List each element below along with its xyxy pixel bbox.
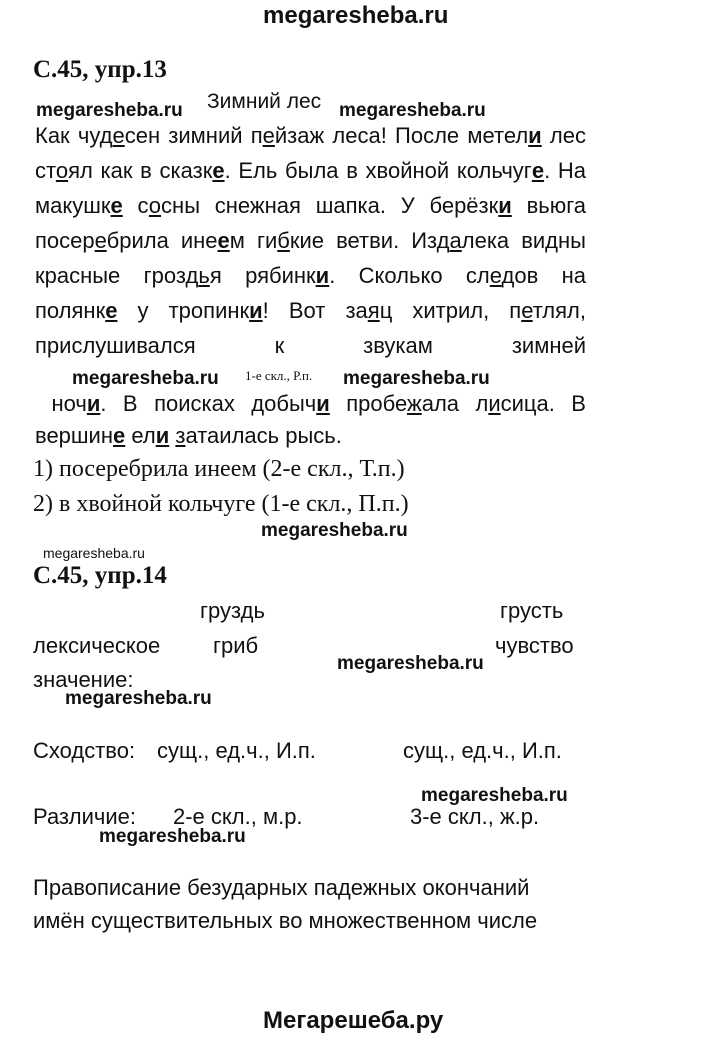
word-gruzd: груздь <box>200 598 265 623</box>
similarity-gruzd: сущ., ед.ч., И.п. <box>157 738 316 763</box>
word-grust: грусть <box>500 598 564 623</box>
exercise-13-heading: С.45, упр.13 <box>33 56 167 83</box>
exercise-14-heading: С.45, упр.14 <box>33 562 167 589</box>
watermark: megaresheba.ru <box>343 368 490 389</box>
analysis-item-2: 2) в хвойной кольчуге (1-е скл., П.п.) <box>33 491 409 517</box>
lexical-label: лексическое <box>33 633 161 658</box>
watermark: megaresheba.ru <box>421 785 568 806</box>
difference-grust: 3-е скл., ж.р. <box>410 804 540 829</box>
text-paragraph-2-end: вершине ели затаилась рысь. <box>35 423 342 448</box>
meaning-label: значение: <box>33 667 134 692</box>
watermark: megaresheba.ru <box>65 688 212 709</box>
watermark: megaresheba.ru <box>72 368 219 389</box>
similarity-grust: сущ., ед.ч., И.п. <box>403 738 562 763</box>
rule-line-1: Правописание безударных падежных окончаний <box>33 875 530 900</box>
site-header[interactable]: megaresheba.ru <box>263 2 449 29</box>
case-note: 1-е скл., Р.п. <box>245 368 313 383</box>
meaning-gruzd: гриб <box>213 633 259 658</box>
text-paragraph-2: ночи. В поисках добычи пробежала лисица. В <box>35 391 586 416</box>
difference-label: Различие: <box>33 804 136 829</box>
watermark: megaresheba.ru <box>261 520 408 541</box>
rule-line-2: имён существительных во множественном числе <box>33 908 538 933</box>
similarity-label: Сходство: <box>33 738 136 763</box>
footer-brand[interactable]: Мегарешеба.ру <box>263 1007 444 1034</box>
watermark: megaresheba.ru <box>36 100 183 121</box>
difference-gruzd: 2-е скл., м.р. <box>173 804 303 829</box>
watermark: megaresheba.ru <box>339 100 486 121</box>
text-paragraph-1: Как чудесен зимний пейзаж леса! После метели лес стоял как в сказке. Ель была в хвойной кольчуге. На макушке сосны снежная шапка. У берёзки вьюга посеребрила инеем гибкие ветви. Издалека видны красные гроздья рябинки. Сколько следов на полянке у тропинки! Вот заяц хитрил, петлял, прислушивался к звукам зимней <box>35 123 587 358</box>
text-title: Зимний лес <box>207 90 322 113</box>
watermark: megaresheba.ru <box>337 653 484 674</box>
meaning-grust: чувство <box>495 633 574 658</box>
analysis-item-1: 1) посеребрила инеем (2-е скл., Т.п.) <box>33 456 405 482</box>
watermark: megaresheba.ru <box>99 826 246 847</box>
watermark-small: megaresheba.ru <box>43 545 145 561</box>
